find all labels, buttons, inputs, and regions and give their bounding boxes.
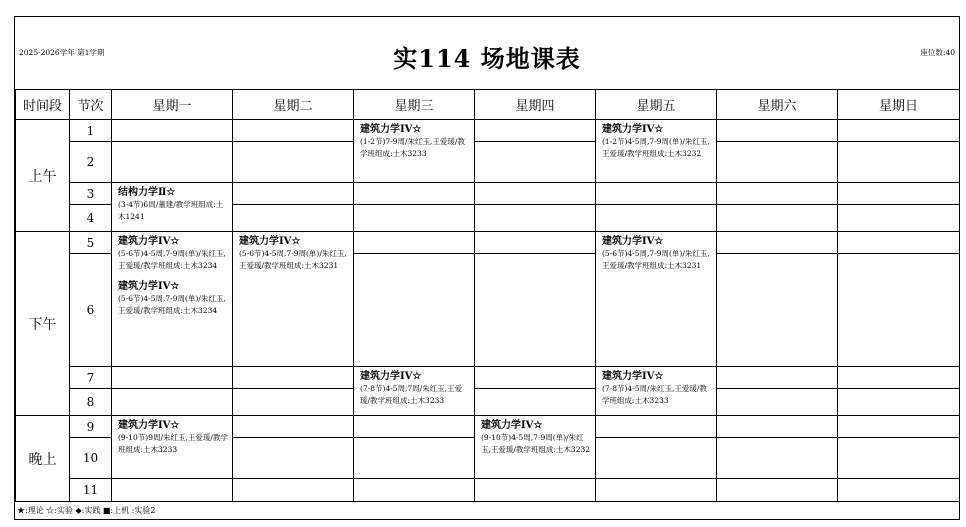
semester-label: 2025-2026学年 第1学期 xyxy=(19,48,105,57)
col-header-tue: 星期二 xyxy=(233,90,354,120)
slot-fri-9 xyxy=(596,416,717,438)
slot-sat-3 xyxy=(717,183,838,205)
seat-count: 座位数:40 xyxy=(920,48,955,57)
period-morning: 上午 xyxy=(16,120,70,232)
table-row xyxy=(16,142,960,183)
slot-sat-9 xyxy=(717,416,838,438)
course-name: 建筑力学IV☆ xyxy=(360,371,422,382)
slot-thu-11 xyxy=(475,479,596,502)
course-detail: (9-10节)4-5周,7-9周(单)/朱红玉,王爱瑗/教学班组成:土木3232 xyxy=(481,433,591,454)
slot-fri-7[interactable] xyxy=(596,367,717,416)
course-entry xyxy=(596,120,716,160)
course-name: 建筑力学IV☆ xyxy=(602,124,664,135)
course-name: 建筑力学IV☆ xyxy=(118,420,180,431)
course-detail: (9-10节)9周/朱红玉,王爱瑗/教学班组成:土木3233 xyxy=(118,433,228,454)
slot-sat-11 xyxy=(717,479,838,502)
slot-sun-11 xyxy=(838,479,960,502)
slot-wed-10 xyxy=(354,438,475,479)
jie-11: 11 xyxy=(70,479,112,502)
jie-8: 8 xyxy=(70,389,112,416)
slot-thu-7 xyxy=(475,367,596,389)
slot-thu-6 xyxy=(475,254,596,367)
header-row xyxy=(16,90,960,120)
course-name: 建筑力学IV☆ xyxy=(118,236,180,247)
slot-tue-4 xyxy=(233,205,354,232)
course-entry xyxy=(596,367,716,407)
slot-mon-9[interactable] xyxy=(112,416,233,479)
slot-fri-3 xyxy=(596,183,717,205)
course-name: 建筑力学IV☆ xyxy=(602,236,664,247)
slot-mon-5[interactable] xyxy=(112,232,233,367)
slot-tue-9 xyxy=(233,416,354,438)
slot-sun-9 xyxy=(838,416,960,438)
table-row xyxy=(16,389,960,416)
slot-sat-1 xyxy=(717,120,838,142)
schedule-table xyxy=(15,89,960,502)
course-detail: (7-8节)4-5周/朱红玉,王爱瑗/教学班组成:土木3233 xyxy=(602,384,707,405)
slot-fri-10 xyxy=(596,438,717,479)
jie-6: 6 xyxy=(70,254,112,367)
slot-sat-2 xyxy=(717,142,838,183)
slot-sun-5 xyxy=(838,232,960,254)
table-row xyxy=(16,479,960,502)
legend: ★:理论 ☆:实验 ◆:实践 ■:上机 :实验2 xyxy=(17,506,156,515)
col-header-sun: 星期日 xyxy=(838,90,960,120)
course-detail: (5-6节)4-5周,7-9周(单)/朱红玉,王爱瑗/教学班组成:土木3234 xyxy=(118,294,226,315)
course-name: 建筑力学IV☆ xyxy=(239,236,301,247)
slot-tue-8 xyxy=(233,389,354,416)
course-name: 结构力学Ⅱ☆ xyxy=(118,187,176,198)
table-row xyxy=(16,120,960,142)
slot-sat-8 xyxy=(717,389,838,416)
slot-tue-5[interactable] xyxy=(233,232,354,367)
slot-sun-10 xyxy=(838,438,960,479)
slot-wed-11 xyxy=(354,479,475,502)
course-entry xyxy=(112,232,232,272)
slot-thu-2 xyxy=(475,142,596,183)
course-entry xyxy=(112,277,232,317)
course-name: 建筑力学IV☆ xyxy=(481,420,543,431)
page-title: 实114 场地课表 xyxy=(393,44,581,73)
slot-fri-1[interactable] xyxy=(596,120,717,183)
slot-thu-3 xyxy=(475,183,596,205)
slot-wed-7[interactable] xyxy=(354,367,475,416)
slot-sun-7 xyxy=(838,367,960,389)
slot-sat-7 xyxy=(717,367,838,389)
slot-wed-5 xyxy=(354,232,475,254)
slot-fri-5[interactable] xyxy=(596,232,717,367)
slot-sat-6 xyxy=(717,254,838,367)
slot-sun-6 xyxy=(838,254,960,367)
slot-fri-4 xyxy=(596,205,717,232)
slot-tue-3 xyxy=(233,183,354,205)
jie-1: 1 xyxy=(70,120,112,142)
col-header-sat: 星期六 xyxy=(717,90,838,120)
slot-tue-1 xyxy=(233,120,354,142)
jie-5: 5 xyxy=(70,232,112,254)
course-name: 建筑力学IV☆ xyxy=(360,124,422,135)
jie-7: 7 xyxy=(70,367,112,389)
slot-wed-6 xyxy=(354,254,475,367)
col-header-fri: 星期五 xyxy=(596,90,717,120)
slot-mon-3[interactable] xyxy=(112,183,233,232)
course-name: 建筑力学IV☆ xyxy=(118,281,180,292)
slot-tue-7 xyxy=(233,367,354,389)
period-evening: 晚上 xyxy=(16,416,70,502)
slot-thu-9[interactable] xyxy=(475,416,596,479)
slot-sun-8 xyxy=(838,389,960,416)
slot-thu-4 xyxy=(475,205,596,232)
header xyxy=(15,17,959,89)
slot-sat-10 xyxy=(717,438,838,479)
slot-sun-4 xyxy=(838,205,960,232)
jie-9: 9 xyxy=(70,416,112,438)
col-header-jie: 节次 xyxy=(70,90,112,120)
course-entry xyxy=(112,183,232,223)
period-afternoon: 下午 xyxy=(16,232,70,416)
table-row xyxy=(16,232,960,254)
course-detail: (1-2节)4-5周,7-9周(单)/朱红玉,王爱瑗/教学班组成:土木3232 xyxy=(602,137,710,158)
slot-fri-11 xyxy=(596,479,717,502)
col-header-wed: 星期三 xyxy=(354,90,475,120)
col-header-period: 时间段 xyxy=(16,90,70,120)
slot-mon-11 xyxy=(112,479,233,502)
course-entry xyxy=(233,232,353,272)
slot-thu-1 xyxy=(475,120,596,142)
slot-wed-1[interactable] xyxy=(354,120,475,183)
course-entry xyxy=(354,120,474,160)
course-name: 建筑力学IV☆ xyxy=(602,371,664,382)
slot-mon-7 xyxy=(112,367,233,389)
slot-mon-2 xyxy=(112,142,233,183)
course-entry xyxy=(596,232,716,272)
slot-sun-2 xyxy=(838,142,960,183)
slot-tue-10 xyxy=(233,438,354,479)
col-header-thu: 星期四 xyxy=(475,90,596,120)
course-detail: (5-6节)4-5周,7-9周(单)/朱红玉,王爱瑗/教学班组成:土木3231 xyxy=(239,249,347,270)
slot-wed-9 xyxy=(354,416,475,438)
slot-mon-8 xyxy=(112,389,233,416)
slot-thu-8 xyxy=(475,389,596,416)
course-detail: (1-2节)7-9周/朱红玉,王爱瑗/教学班组成:土木3233 xyxy=(360,137,465,158)
course-detail: (3-4节)6周/董建/教学班组成:土木1241 xyxy=(118,200,224,221)
slot-sun-1 xyxy=(838,120,960,142)
course-detail: (5-6节)4-5周,7-9周(单)/朱红玉,王爱瑗/教学班组成:土木3231 xyxy=(602,249,710,270)
course-entry xyxy=(354,367,474,407)
table-row xyxy=(16,183,960,205)
slot-sun-3 xyxy=(838,183,960,205)
course-detail: (7-8节)4-5周,7周/朱红玉,王爱瑗/教学班组成:土木3233 xyxy=(360,384,463,405)
table-row xyxy=(16,416,960,438)
jie-2: 2 xyxy=(70,142,112,183)
table-row xyxy=(16,367,960,389)
course-entry xyxy=(112,416,232,456)
slot-tue-11 xyxy=(233,479,354,502)
jie-4: 4 xyxy=(70,205,112,232)
col-header-mon: 星期一 xyxy=(112,90,233,120)
slot-sat-4 xyxy=(717,205,838,232)
slot-wed-3 xyxy=(354,183,475,205)
slot-thu-5 xyxy=(475,232,596,254)
slot-wed-4 xyxy=(354,205,475,232)
slot-tue-2 xyxy=(233,142,354,183)
slot-sat-5 xyxy=(717,232,838,254)
slot-mon-1 xyxy=(112,120,233,142)
timetable-frame xyxy=(14,16,960,520)
jie-10: 10 xyxy=(70,438,112,479)
course-detail: (5-6节)4-5周,7-9周(单)/朱红玉,王爱瑗/教学班组成:土木3234 xyxy=(118,249,226,270)
jie-3: 3 xyxy=(70,183,112,205)
course-entry xyxy=(475,416,595,456)
